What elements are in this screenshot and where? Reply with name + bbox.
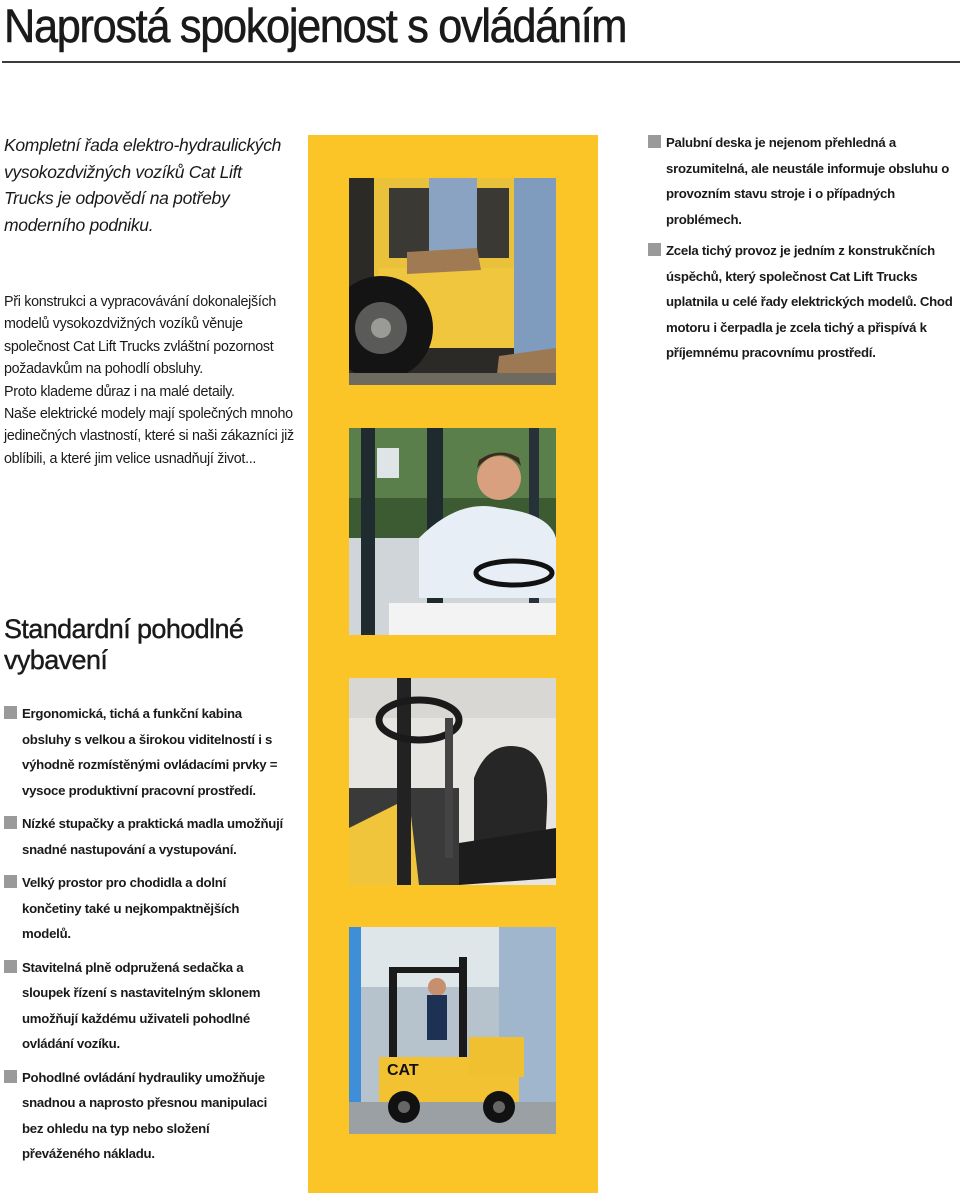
square-bullet-icon (648, 243, 661, 256)
list-item: Palubní deska je nejenom přehledná a srozumitelná, ale neustále informuje obsluhu o provozním stavu stroje i o případných problémech. (648, 130, 960, 232)
body-paragraph: Při konstrukci a vypracovávání dokonalejších modelů vysokozdvižných vozíků věnuje společnost Cat Lift Trucks zvláštní pozornost požadavkům na pohodlí obsluhy. (4, 294, 277, 378)
photo-seat-steering (349, 678, 556, 885)
body-paragraph: Proto klademe důraz i na malé detaily. (4, 383, 235, 400)
title-divider (2, 61, 960, 63)
feature-list-left (4, 701, 284, 1175)
body-paragraph: Naše elektrické modely mají společných mnoho jedinečných vlastností, které si naši zákazníci již oblíbili, a které jim velice usnadňují život... (4, 406, 294, 467)
page-title: Naprostá spokojenost s ovládáním (4, 0, 627, 52)
section-title: Standardní pohodlné vybavení (4, 614, 244, 675)
intro-text: Kompletní řada elektro-hydraulických vysokozdvižných vozíků Cat Lift Trucks je odpovědí na potřeby moderního podniku. (4, 135, 282, 235)
list-item: Velký prostor pro chodidla a dolní končetiny také u nejkompaktnějších modelů. (4, 870, 284, 947)
feature-list-right (648, 130, 960, 372)
square-bullet-icon (648, 135, 661, 148)
list-item: Stavitelná plně odpružená sedačka a sloupek řízení s nastavitelným sklonem umožňují každému uživateli pohodlné ovládání vozíku. (4, 955, 284, 1057)
list-item: Zcela tichý provoz je jedním z konstrukčních úspěchů, který společnost Cat Lift Trucks uplatnila u celé řady elektrických modelů. Chod motoru i čerpadla je zcela tichý a přispívá k příjemnému pracovnímu prostředí. (648, 238, 960, 366)
photo-forklift-step (349, 178, 556, 385)
square-bullet-icon (4, 960, 17, 973)
list-item: Nízké stupačky a praktická madla umožňují snadné nastupování a vystupování. (4, 811, 284, 862)
body-text (4, 291, 296, 470)
photo-driver-cab (349, 428, 556, 635)
forklift-logo-text: CAT (387, 1062, 419, 1079)
square-bullet-icon (4, 875, 17, 888)
photo-forklift-warehouse (349, 927, 556, 1134)
square-bullet-icon (4, 816, 17, 829)
square-bullet-icon (4, 706, 17, 719)
square-bullet-icon (4, 1070, 17, 1083)
list-item: Ergonomická, tichá a funkční kabina obsluhy s velkou a širokou viditelností i s výhodně rozmístěnými ovládacími prvky = vysoce produktivní pracovní prostředí. (4, 701, 284, 803)
list-item: Pohodlné ovládání hydrauliky umožňuje snadnou a naprosto přesnou manipulaci bez ohledu na typ nebo složení převáženého nákladu. (4, 1065, 284, 1167)
